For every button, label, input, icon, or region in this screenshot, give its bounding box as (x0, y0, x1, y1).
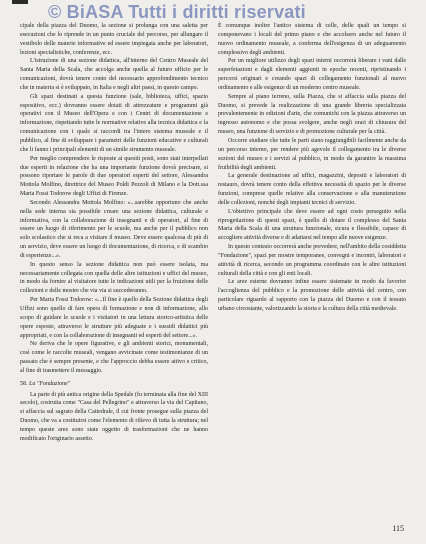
right-text-column (218, 22, 406, 314)
paragraph: Per meglio comprendere le risposte ai quesiti posti, sono stati interpellati due esperti in relazione che ha una importante funzione dovrà precisare, si possono riportare le parole di due operatori esperti del settore, Alessandra Mottola Molfino, direttrice del Museo Poldi Pezzoli di Milano e la Dott.ssa Maria Fossi Todorow degli Uffizi di Firenze. (20, 155, 208, 198)
paragraph: La parte di più antica origine della Spedale (fu terminata alla fine del XIII secolo), costruita come "Casa del Pellegrino" e attraverso la via del Capitano, si affaccia sul sagrato della Cattedrale, il cui fronte prosegue sulla piazza del Duomo, che va a costituirsi come l'elemento di rilievo di tutta la struttura; nel tempo queste aree sono state oggetto di trasformazioni che ne hanno modificato l'originario assetto. (20, 391, 208, 442)
paragraph: cipale della piazza del Duomo, la sezione si prolunga con una saletta per esecuzioni che lo riprende in un punto cruciale del percorso, per allungare il vestibolo delle materie informative ed essere impiegata anche per laboratori, lezioni specialistiche, conferenze, ecc. (20, 23, 208, 56)
paragraph: In questo contesto occorrerà anche prevedere, nell'ambito della cosiddetta "Fondazione", spazi per mostre temporanee, convegni e incontri, laboratori e attività di ricerca, secondo un programma coordinato con le altre istituzioni culturali della città e con gli enti locali. (218, 244, 406, 277)
paragraph: Secondo Alessandra Mottola Molfino: «...sarebbe opportuno che anche nella sede interna sia possibile creare una sezione didattica, culturale e informativa, con la collaborazione di insegnanti e di operatori, al fine di essere un luogo di riferimento per le scuole, ma anche per il pubblico non solo scolastico che si reca a visitare il museo. Deve essere qualcosa di più di un servizio, deve essere un luogo di documentazione, di ricerca, e di scambio di esperienze...». (20, 199, 208, 259)
paragraph: È comunque inoltre l'antico sistema di celle, delle quali un tempo si componevano i locali del primo piano e che accolsero anche nel futuro il nuovo ordinamento museale, a conferma dell'esigenza di un adeguamento complessivo degli ambienti. (218, 23, 406, 56)
paragraph: Gli spazi destinati a questa funzione (sale, biblioteca, uffici, spazio espositivo, ecc.) dovranno essere dotati di attrezzature e programmi già operativi con il Museo dell'Opera e con i Centri di documentazione e informazione, rispettando tutte le normative relative alla tecnica didattica e la comunicazione con i quale si raccordi tra l'intero sistema museale e il pubblico, al fine di sviluppare i parametri delle funzioni educative e culturali che li fanno i principali elementi di un simile strumento museale. (20, 93, 208, 153)
top-edge-mark (12, 0, 28, 4)
paragraph: Sempre al piano terreno, sulla Piazza, che si affaccia sulla piazza del Duomo, si prevede la realizzazione di una grande libreria specializzata prevalentemente in edizioni d'arte, che comunichi con la piazza attraverso un ingresso autonomo e che possa svolgere, anche negli orari di chiusura del museo, una funzione di servizio e di promozione culturale per la città. (218, 93, 406, 136)
paragraph: Per un migliore utilizzo degli spazi interni occorrerà liberare i vani dalle superfetazioni e dagli elementi aggiunti in epoche recenti, ripristinando i percorsi originari e creando spazi di collegamento funzionali al nuovo ordinamento e alle esigenze di un moderno centro museale. (218, 58, 406, 91)
paragraph: Le aree esterne dovranno infine essere sistemate in modo da favorire l'accoglienza del pubblico e la promozione delle attività del centro, con particolare riguardo al rapporto con la piazza del Duomo e con il tessuto urbano circostante, valorizzando la storia e la cultura della città medievale. (218, 279, 406, 312)
paragraph: L'obiettivo principale che deve essere ad ogni costo perseguito nella riprogettazione di questi spazi, è quello di dotare il complesso del Santa Maria della Scala di una struttura funzionale, sicura e flessibile, capace di accogliere attività diverse e di adattarsi nel tempo alle nuove esigenze. (218, 208, 406, 242)
section-title: La "Fondazione" (29, 380, 71, 387)
paragraph: L'istruzione di una sezione didattica, all'interno del Centro Museale del Santa Maria della Scala, che accolga anche quella al futuro ufficio per le comunicazioni, dovrà tenere conto del necessario approfondimento tecnico che in materia si è sviluppato, in Italia e negli altri paesi, in questo campo. (20, 58, 208, 91)
paragraph: Ne deriva che le opere figurative, e gli ambienti storici, monumentali, così come le raccolte museali, vengano avvicinate come testimonianze di un passato che è sempre presente, e che l'approccio debba essere attivo e critico, al fine di trasmettere il messaggio. (20, 341, 208, 374)
paragraph: Per Maria Fossi Todorow: «...Il fine è quello della Sezione didattica degli Uffizi sono quello di fare opera di formazione e non di informazione, allo scopo di guidare le scuole e i visitatori in una lettura storico-artistica delle opere esposte, attraverso le strutture più adeguate e i sussidi didattici più appropriati, e con la collaborazione di insegnanti ed esperti del settore...». (20, 297, 208, 339)
page-number: 115 (392, 524, 404, 533)
section-number: 58. (20, 380, 28, 387)
paragraph: In questo senso la sezione didattica non può essere isolata, ma necessariamente collegata con quella delle altre istituzioni e uffici del museo, in modo da fornire al visitatore tutte le indicazioni utili per la fruizione delle collezioni e delle mostre che via via si succederanno. (20, 261, 208, 295)
paragraph: La generale destinazione ad uffici, magazzini, depositi e laboratori di restauro, dovrà tenere conto della effettiva necessità di spazio per le diverse funzioni, comprese quelle relative alla conservazione e alla manutenzione delle collezioni, nonché degli impianti tecnici di servizio. (218, 173, 406, 206)
section-heading (20, 380, 208, 389)
left-text-column (20, 22, 208, 444)
watermark: © BiASA Tutti i diritti riservati (48, 2, 306, 22)
paragraph: Occorre studiare che tutte le parti siano raggiungibili facilmente anche da un percorso interno, per rendere più agevole il collegamento tra le diverse sezioni del museo e i servizi al pubblico, in modo da garantire la massima fruibilità degli ambienti. (218, 137, 406, 171)
